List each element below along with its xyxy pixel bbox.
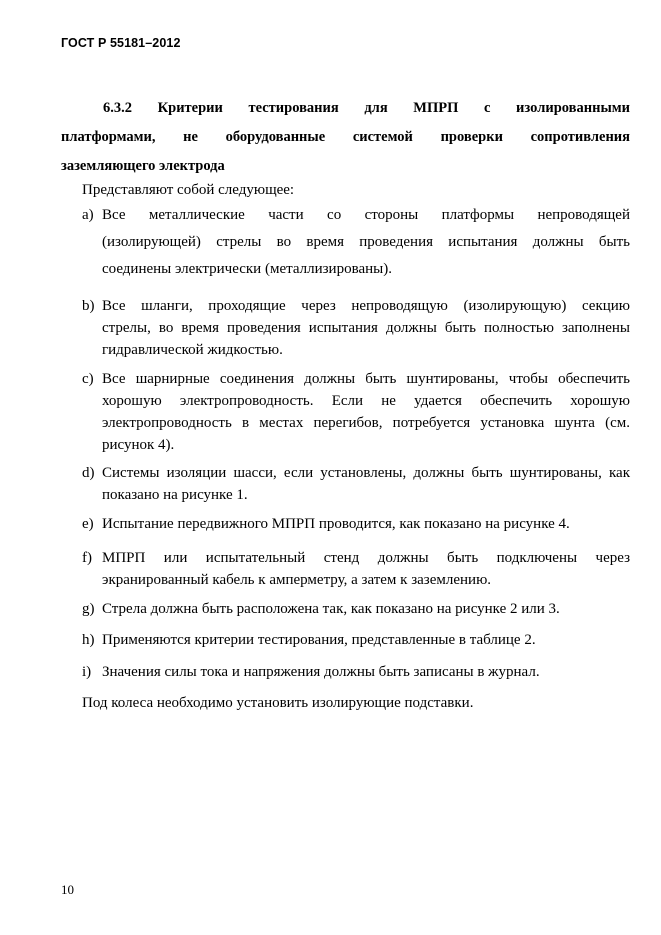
section-heading [61, 94, 630, 181]
list-item-label: d) [82, 465, 95, 481]
list-item-f [82, 547, 630, 591]
list-item-line: электропроводность в местах перегибов, потребуется установка шунта (см. [102, 415, 630, 431]
page-number: 10 [61, 882, 74, 897]
intro-text: Представляют собой следующее: [82, 182, 295, 198]
list-item-d [82, 462, 630, 506]
list-item-line: Испытание передвижного МПРП проводится, как показано на рисунке 4. [102, 516, 570, 532]
closing-text: Под колеса необходимо установить изолирующие подставки. [82, 695, 474, 711]
standard-header: ГОСТ Р 55181–2012 [61, 36, 181, 50]
list-item-i [82, 661, 630, 683]
list-item-line: экранированный кабель к амперметру, а затем к заземлению. [102, 572, 492, 588]
list-item-label: c) [82, 371, 94, 387]
list-item-line: Стрела должна быть расположена так, как показано на рисунке 2 или 3. [102, 601, 560, 617]
list-item-line: Все шарнирные соединения должны быть шунтированы, чтобы обеспечить [102, 371, 630, 387]
list-item-line: соединены электрически (металлизированы). [102, 261, 392, 277]
list-item-c [82, 368, 630, 456]
list-item-line: Системы изоляции шасси, если установлены, должны быть шунтированы, как [102, 465, 630, 481]
list-item-line: Все металлические части со стороны платформы непроводящей [102, 207, 630, 223]
list-item-line: Значения силы тока и напряжения должны быть записаны в журнал. [102, 664, 540, 680]
list-item-line: показано на рисунке 1. [102, 487, 248, 503]
list-item-b [82, 295, 630, 361]
list-item-e [82, 513, 630, 535]
list-item-label: e) [82, 516, 94, 532]
list-item-label: f) [82, 550, 92, 566]
list-item-label: a) [82, 207, 94, 223]
list-item-line: хорошую электропроводность. Если не удается обеспечить хорошую [102, 393, 630, 409]
list-item-label: i) [82, 664, 92, 680]
section-heading-line: заземляющего электрода [61, 158, 225, 174]
list-item-line: Все шланги, проходящие через непроводящую (изолирующую) секцию [102, 298, 630, 314]
list-item-g [82, 598, 630, 620]
section-heading-line: платформами, не оборудованные системой проверки сопротивления [61, 129, 630, 145]
list-item-label: g) [82, 601, 95, 617]
list-item-line: (изолирующей) стрелы во время проведения испытания должны быть [102, 234, 630, 250]
list-item-a [82, 202, 630, 283]
list-item-line: рисунок 4). [102, 437, 175, 453]
list-item-line: гидравлической жидкостью. [102, 342, 283, 358]
section-heading-line: 6.3.2 Критерии тестирования для МПРП с изолированными [103, 100, 630, 116]
list-item-line: стрелы, во время проведения испытания должны быть полностью заполнены [102, 320, 630, 336]
list-item-line: МПРП или испытательный стенд должны быть подключены через [102, 550, 630, 566]
list-item-h [82, 629, 630, 651]
list-item-label: b) [82, 298, 95, 314]
list-item-label: h) [82, 632, 95, 648]
list-item-line: Применяются критерии тестирования, представленные в таблице 2. [102, 632, 536, 648]
